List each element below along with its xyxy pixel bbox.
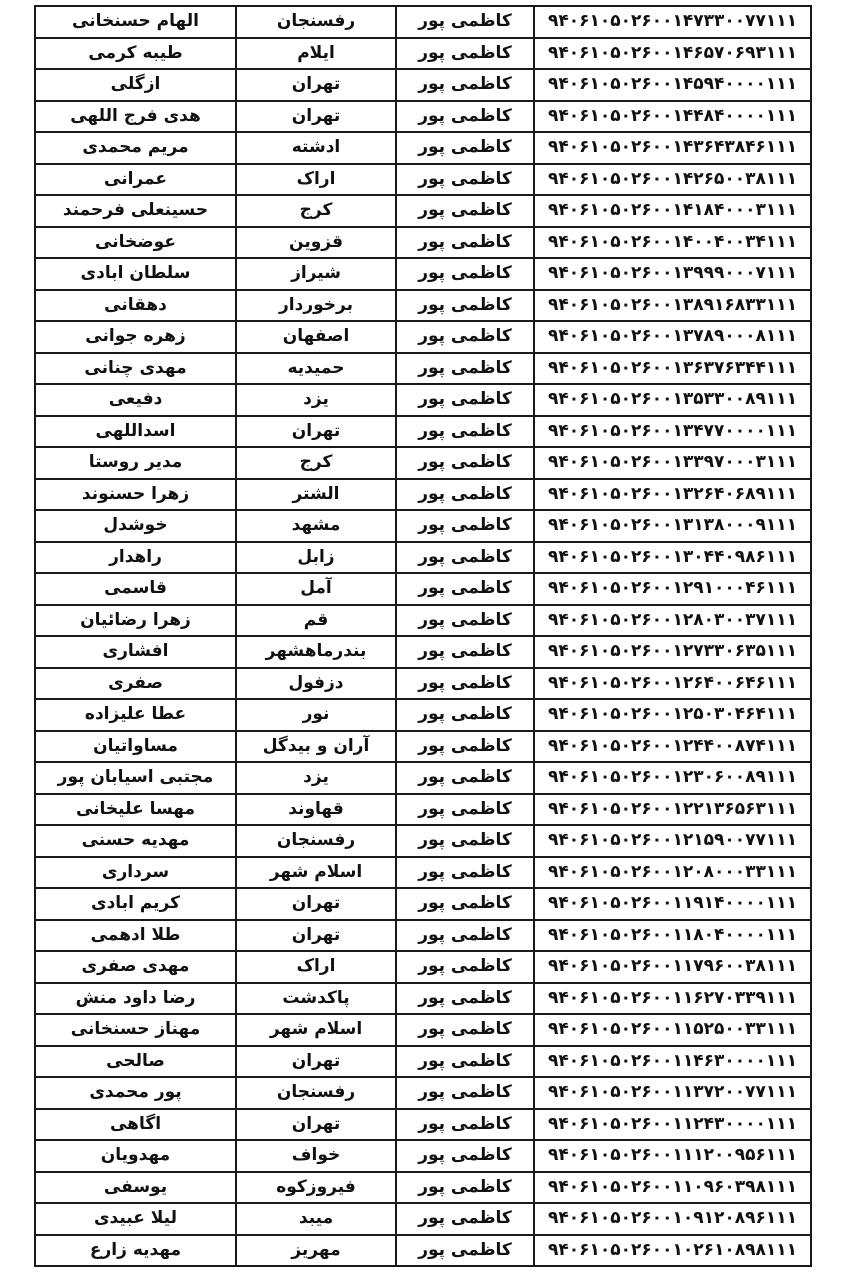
name-cell: مهدیه زارع — [35, 1235, 236, 1267]
code-cell: ۹۴۰۶۱۰۵۰۲۶۰۰۱۱۷۹۶۰۰۳۸۱۱۱ — [534, 951, 811, 983]
code-cell: ۹۴۰۶۱۰۵۰۲۶۰۰۱۲۵۰۳۰۴۶۴۱۱۱ — [534, 699, 811, 731]
city-cell: تهران — [236, 1046, 396, 1078]
name-cell: صفری — [35, 668, 236, 700]
name-cell: سلطان ابادی — [35, 258, 236, 290]
city-cell: قزوین — [236, 227, 396, 259]
family-cell: کاظمی پور — [396, 636, 534, 668]
table-row — [35, 983, 811, 1015]
code-cell: ۹۴۰۶۱۰۵۰۲۶۰۰۱۱۹۱۴۰۰۰۰۱۱۱ — [534, 888, 811, 920]
name-cell: حسینعلی فرحمند — [35, 195, 236, 227]
table-row — [35, 290, 811, 322]
name-cell: طیبه کرمی — [35, 38, 236, 70]
code-cell: ۹۴۰۶۱۰۵۰۲۶۰۰۱۳۴۷۷۰۰۰۰۱۱۱ — [534, 416, 811, 448]
city-cell: مشهد — [236, 510, 396, 542]
code-cell: ۹۴۰۶۱۰۵۰۲۶۰۰۱۱۰۹۶۰۳۹۸۱۱۱ — [534, 1172, 811, 1204]
name-cell: رضا داود منش — [35, 983, 236, 1015]
code-cell: ۹۴۰۶۱۰۵۰۲۶۰۰۱۳۰۴۴۰۹۸۶۱۱۱ — [534, 542, 811, 574]
city-cell: مهریز — [236, 1235, 396, 1267]
city-cell: اراک — [236, 164, 396, 196]
city-cell: ادشته — [236, 132, 396, 164]
table-row — [35, 69, 811, 101]
name-cell: مهدی صفری — [35, 951, 236, 983]
name-cell: خوشدل — [35, 510, 236, 542]
city-cell: یزد — [236, 384, 396, 416]
city-cell: آمل — [236, 573, 396, 605]
code-cell: ۹۴۰۶۱۰۵۰۲۶۰۰۱۳۹۹۹۰۰۰۷۱۱۱ — [534, 258, 811, 290]
family-cell: کاظمی پور — [396, 447, 534, 479]
table-row — [35, 731, 811, 763]
city-cell: الشتر — [236, 479, 396, 511]
name-cell: زهرا رضائیان — [35, 605, 236, 637]
city-cell: کرج — [236, 195, 396, 227]
name-cell: عوضخانی — [35, 227, 236, 259]
family-cell: کاظمی پور — [396, 6, 534, 38]
table-row — [35, 1014, 811, 1046]
code-cell: ۹۴۰۶۱۰۵۰۲۶۰۰۱۴۶۵۷۰۶۹۳۱۱۱ — [534, 38, 811, 70]
name-cell: سرداری — [35, 857, 236, 889]
table-row — [35, 542, 811, 574]
family-cell: کاظمی پور — [396, 164, 534, 196]
name-cell: زهره جوانی — [35, 321, 236, 353]
table-row — [35, 605, 811, 637]
table-row — [35, 258, 811, 290]
name-cell: یوسفی — [35, 1172, 236, 1204]
name-cell: ازگلی — [35, 69, 236, 101]
city-cell: نور — [236, 699, 396, 731]
code-cell: ۹۴۰۶۱۰۵۰۲۶۰۰۱۲۰۸۰۰۰۳۳۱۱۱ — [534, 857, 811, 889]
city-cell: فیروزکوه — [236, 1172, 396, 1204]
records-table-body — [35, 6, 811, 1266]
city-cell: تهران — [236, 1109, 396, 1141]
family-cell: کاظمی پور — [396, 542, 534, 574]
code-cell: ۹۴۰۶۱۰۵۰۲۶۰۰۱۱۴۶۳۰۰۰۰۱۱۱ — [534, 1046, 811, 1078]
code-cell: ۹۴۰۶۱۰۵۰۲۶۰۰۱۲۲۱۳۶۵۶۳۱۱۱ — [534, 794, 811, 826]
family-cell: کاظمی پور — [396, 1235, 534, 1267]
city-cell: پاکدشت — [236, 983, 396, 1015]
table-row — [35, 1140, 811, 1172]
family-cell: کاظمی پور — [396, 1203, 534, 1235]
name-cell: هدی فرج اللهی — [35, 101, 236, 133]
family-cell: کاظمی پور — [396, 920, 534, 952]
code-cell: ۹۴۰۶۱۰۵۰۲۶۰۰۱۴۳۶۴۳۸۴۶۱۱۱ — [534, 132, 811, 164]
table-row — [35, 132, 811, 164]
family-cell: کاظمی پور — [396, 573, 534, 605]
table-row — [35, 920, 811, 952]
table-row — [35, 227, 811, 259]
code-cell: ۹۴۰۶۱۰۵۰۲۶۰۰۱۳۶۳۷۶۳۴۴۱۱۱ — [534, 353, 811, 385]
city-cell: تهران — [236, 920, 396, 952]
family-cell: کاظمی پور — [396, 258, 534, 290]
name-cell: مهناز حسنخانی — [35, 1014, 236, 1046]
family-cell: کاظمی پور — [396, 1140, 534, 1172]
records-table — [34, 5, 812, 1267]
name-cell: عمرانی — [35, 164, 236, 196]
city-cell: دزفول — [236, 668, 396, 700]
code-cell: ۹۴۰۶۱۰۵۰۲۶۰۰۱۴۷۳۳۰۰۷۷۱۱۱ — [534, 6, 811, 38]
city-cell: اسلام شهر — [236, 857, 396, 889]
family-cell: کاظمی پور — [396, 510, 534, 542]
family-cell: کاظمی پور — [396, 38, 534, 70]
name-cell: زهرا حسنوند — [35, 479, 236, 511]
name-cell: صالحی — [35, 1046, 236, 1078]
code-cell: ۹۴۰۶۱۰۵۰۲۶۰۰۱۱۶۲۷۰۳۳۹۱۱۱ — [534, 983, 811, 1015]
name-cell: راهدار — [35, 542, 236, 574]
name-cell: مهدویان — [35, 1140, 236, 1172]
table-row — [35, 636, 811, 668]
name-cell: دفیعی — [35, 384, 236, 416]
table-row — [35, 762, 811, 794]
table-row — [35, 573, 811, 605]
family-cell: کاظمی پور — [396, 416, 534, 448]
city-cell: شیراز — [236, 258, 396, 290]
code-cell: ۹۴۰۶۱۰۵۰۲۶۰۰۱۲۱۵۹۰۰۷۷۱۱۱ — [534, 825, 811, 857]
table-row — [35, 479, 811, 511]
code-cell: ۹۴۰۶۱۰۵۰۲۶۰۰۱۳۱۳۸۰۰۰۹۱۱۱ — [534, 510, 811, 542]
family-cell: کاظمی پور — [396, 699, 534, 731]
table-row — [35, 195, 811, 227]
code-cell: ۹۴۰۶۱۰۵۰۲۶۰۰۱۳۲۶۴۰۶۸۹۱۱۱ — [534, 479, 811, 511]
table-row — [35, 6, 811, 38]
code-cell: ۹۴۰۶۱۰۵۰۲۶۰۰۱۱۱۲۰۰۹۵۶۱۱۱ — [534, 1140, 811, 1172]
code-cell: ۹۴۰۶۱۰۵۰۲۶۰۰۱۱۵۲۵۰۰۳۳۱۱۱ — [534, 1014, 811, 1046]
table-row — [35, 164, 811, 196]
table-row — [35, 416, 811, 448]
city-cell: قهاوند — [236, 794, 396, 826]
name-cell: مجتبی اسیابان پور — [35, 762, 236, 794]
code-cell: ۹۴۰۶۱۰۵۰۲۶۰۰۱۲۹۱۰۰۰۴۶۱۱۱ — [534, 573, 811, 605]
family-cell: کاظمی پور — [396, 479, 534, 511]
city-cell: یزد — [236, 762, 396, 794]
name-cell: پور محمدی — [35, 1077, 236, 1109]
city-cell: تهران — [236, 69, 396, 101]
code-cell: ۹۴۰۶۱۰۵۰۲۶۰۰۱۲۳۰۶۰۰۸۹۱۱۱ — [534, 762, 811, 794]
code-cell: ۹۴۰۶۱۰۵۰۲۶۰۰۱۰۲۶۱۰۸۹۸۱۱۱ — [534, 1235, 811, 1267]
city-cell: تهران — [236, 101, 396, 133]
city-cell: اصفهان — [236, 321, 396, 353]
table-row — [35, 101, 811, 133]
city-cell: بندرماهشهر — [236, 636, 396, 668]
family-cell: کاظمی پور — [396, 794, 534, 826]
code-cell: ۹۴۰۶۱۰۵۰۲۶۰۰۱۴۵۹۴۰۰۰۰۱۱۱ — [534, 69, 811, 101]
family-cell: کاظمی پور — [396, 353, 534, 385]
name-cell: مدیر روستا — [35, 447, 236, 479]
name-cell: عطا علیزاده — [35, 699, 236, 731]
code-cell: ۹۴۰۶۱۰۵۰۲۶۰۰۱۴۰۰۴۰۰۳۴۱۱۱ — [534, 227, 811, 259]
city-cell: رفسنجان — [236, 6, 396, 38]
code-cell: ۹۴۰۶۱۰۵۰۲۶۰۰۱۱۸۰۴۰۰۰۰۱۱۱ — [534, 920, 811, 952]
code-cell: ۹۴۰۶۱۰۵۰۲۶۰۰۱۳۷۸۹۰۰۰۸۱۱۱ — [534, 321, 811, 353]
family-cell: کاظمی پور — [396, 321, 534, 353]
code-cell: ۹۴۰۶۱۰۵۰۲۶۰۰۱۱۳۷۲۰۰۷۷۱۱۱ — [534, 1077, 811, 1109]
code-cell: ۹۴۰۶۱۰۵۰۲۶۰۰۱۰۹۱۲۰۸۹۶۱۱۱ — [534, 1203, 811, 1235]
code-cell: ۹۴۰۶۱۰۵۰۲۶۰۰۱۴۴۸۴۰۰۰۰۱۱۱ — [534, 101, 811, 133]
code-cell: ۹۴۰۶۱۰۵۰۲۶۰۰۱۲۷۳۳۰۶۳۵۱۱۱ — [534, 636, 811, 668]
family-cell: کاظمی پور — [396, 1014, 534, 1046]
family-cell: کاظمی پور — [396, 290, 534, 322]
table-row — [35, 384, 811, 416]
family-cell: کاظمی پور — [396, 132, 534, 164]
family-cell: کاظمی پور — [396, 1046, 534, 1078]
city-cell: زابل — [236, 542, 396, 574]
table-row — [35, 1109, 811, 1141]
table-row — [35, 668, 811, 700]
name-cell: اگاهی — [35, 1109, 236, 1141]
code-cell: ۹۴۰۶۱۰۵۰۲۶۰۰۱۲۶۴۰۰۶۴۶۱۱۱ — [534, 668, 811, 700]
family-cell: کاظمی پور — [396, 857, 534, 889]
family-cell: کاظمی پور — [396, 384, 534, 416]
table-row — [35, 353, 811, 385]
city-cell: آران و بیدگل — [236, 731, 396, 763]
code-cell: ۹۴۰۶۱۰۵۰۲۶۰۰۱۳۵۳۳۰۰۸۹۱۱۱ — [534, 384, 811, 416]
city-cell: خواف — [236, 1140, 396, 1172]
family-cell: کاظمی پور — [396, 951, 534, 983]
table-row — [35, 321, 811, 353]
name-cell: مهدی چنانی — [35, 353, 236, 385]
table-row — [35, 825, 811, 857]
city-cell: رفسنجان — [236, 1077, 396, 1109]
city-cell: میبد — [236, 1203, 396, 1235]
table-row — [35, 1172, 811, 1204]
table-row — [35, 447, 811, 479]
family-cell: کاظمی پور — [396, 195, 534, 227]
table-row — [35, 38, 811, 70]
family-cell: کاظمی پور — [396, 983, 534, 1015]
name-cell: اسداللهی — [35, 416, 236, 448]
code-cell: ۹۴۰۶۱۰۵۰۲۶۰۰۱۲۴۴۰۰۸۷۴۱۱۱ — [534, 731, 811, 763]
family-cell: کاظمی پور — [396, 1109, 534, 1141]
city-cell: کرج — [236, 447, 396, 479]
name-cell: افشاری — [35, 636, 236, 668]
city-cell: اراک — [236, 951, 396, 983]
table-row — [35, 888, 811, 920]
name-cell: مساواتیان — [35, 731, 236, 763]
family-cell: کاظمی پور — [396, 731, 534, 763]
code-cell: ۹۴۰۶۱۰۵۰۲۶۰۰۱۲۸۰۳۰۰۳۷۱۱۱ — [534, 605, 811, 637]
city-cell: رفسنجان — [236, 825, 396, 857]
name-cell: مهدیه حسنی — [35, 825, 236, 857]
city-cell: ایلام — [236, 38, 396, 70]
code-cell: ۹۴۰۶۱۰۵۰۲۶۰۰۱۴۲۶۵۰۰۳۸۱۱۱ — [534, 164, 811, 196]
table-row — [35, 510, 811, 542]
family-cell: کاظمی پور — [396, 101, 534, 133]
city-cell: قم — [236, 605, 396, 637]
table-row — [35, 1077, 811, 1109]
name-cell: دهقانی — [35, 290, 236, 322]
city-cell: برخوردار — [236, 290, 396, 322]
table-row — [35, 857, 811, 889]
city-cell: تهران — [236, 888, 396, 920]
table-row — [35, 794, 811, 826]
code-cell: ۹۴۰۶۱۰۵۰۲۶۰۰۱۱۲۴۳۰۰۰۰۱۱۱ — [534, 1109, 811, 1141]
table-row — [35, 1235, 811, 1267]
name-cell: مریم محمدی — [35, 132, 236, 164]
city-cell: اسلام شهر — [236, 1014, 396, 1046]
family-cell: کاظمی پور — [396, 227, 534, 259]
name-cell: مهسا علیخانی — [35, 794, 236, 826]
table-row — [35, 1046, 811, 1078]
table-row — [35, 951, 811, 983]
family-cell: کاظمی پور — [396, 1172, 534, 1204]
code-cell: ۹۴۰۶۱۰۵۰۲۶۰۰۱۳۳۹۷۰۰۰۳۱۱۱ — [534, 447, 811, 479]
family-cell: کاظمی پور — [396, 1077, 534, 1109]
name-cell: طلا ادهمی — [35, 920, 236, 952]
family-cell: کاظمی پور — [396, 762, 534, 794]
name-cell: کریم ابادی — [35, 888, 236, 920]
city-cell: حمیدیه — [236, 353, 396, 385]
family-cell: کاظمی پور — [396, 888, 534, 920]
code-cell: ۹۴۰۶۱۰۵۰۲۶۰۰۱۴۱۸۴۰۰۰۳۱۱۱ — [534, 195, 811, 227]
family-cell: کاظمی پور — [396, 668, 534, 700]
name-cell: لیلا عبیدی — [35, 1203, 236, 1235]
table-row — [35, 699, 811, 731]
city-cell: تهران — [236, 416, 396, 448]
name-cell: قاسمی — [35, 573, 236, 605]
family-cell: کاظمی پور — [396, 69, 534, 101]
name-cell: الهام حسنخانی — [35, 6, 236, 38]
family-cell: کاظمی پور — [396, 605, 534, 637]
family-cell: کاظمی پور — [396, 825, 534, 857]
table-row — [35, 1203, 811, 1235]
code-cell: ۹۴۰۶۱۰۵۰۲۶۰۰۱۳۸۹۱۶۸۳۳۱۱۱ — [534, 290, 811, 322]
